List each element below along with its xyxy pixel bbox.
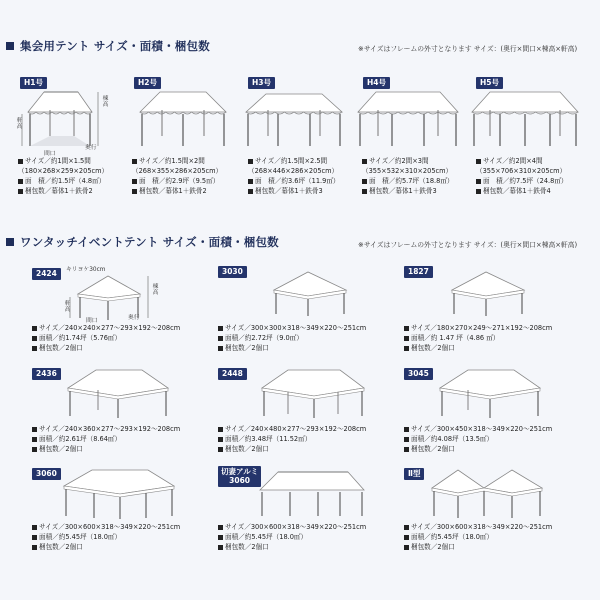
badge-3045: 3045 (404, 368, 433, 380)
section-title (6, 234, 279, 250)
tent-gable-3060-illustration (256, 464, 368, 522)
spec-h3: サイズ／約1.5間×2.5間 （268×446×286×205cm） 面 積／約3.6坪（11.9㎡） 梱包数／幕体1＋鉄骨3 (248, 157, 340, 195)
tent-h2-illustration (130, 86, 230, 152)
label-height: 棟高 (101, 95, 107, 107)
label-height-2: 棟高 (151, 283, 157, 295)
badge-2436: 2436 (32, 368, 61, 380)
tent-1827-illustration (448, 268, 528, 318)
title-square-icon (6, 42, 14, 50)
label-width: 間口 (44, 151, 56, 157)
label-eave-2: 軒高 (63, 300, 69, 312)
badge-h2: H2号 (134, 77, 161, 89)
title-square-icon (6, 238, 14, 246)
spec-h4: サイズ／約2間×3間 （355×532×310×205cm） 面 積／約5.7坪（18.8㎡） 梱包数／幕体1＋鉄骨3 (362, 157, 454, 195)
spec-type-ii: サイズ／300×600×318〜349×220〜251cm 面積／約5.45坪（18.0㎡） 梱包数／2個口 (404, 522, 552, 552)
section-note: ※サイズはフレームの外寸となります サイズ：(奥行×間口×棟高×軒高) (358, 241, 578, 249)
tent-h5-illustration (470, 88, 580, 152)
label-eave: 軒高 (15, 117, 21, 129)
spec-2424: サイズ／240×240×277〜293×192〜208cm 面積／約1.74坪（5.76㎡） 梱包数／2個口 (32, 323, 180, 353)
spec-3060: サイズ／300×600×318〜349×220〜251cm 面積／約5.45坪（18.0㎡） 梱包数／2個口 (32, 522, 180, 552)
badge-h1: H1号 (20, 77, 47, 89)
tent-h3-illustration (240, 88, 346, 152)
tent-2424-illustration (64, 272, 154, 322)
tent-3045-illustration (434, 366, 544, 422)
spec-h5: サイズ／約2間×4間 （355×706×310×205cm） 面 積／約7.5坪（24.8㎡） 梱包数／幕体1＋鉄骨4 (476, 157, 568, 195)
badge-1827: 1827 (404, 266, 433, 278)
badge-2448: 2448 (218, 368, 247, 380)
badge-type-ii: Ⅱ型 (404, 468, 424, 480)
spec-h1: サイズ／約1間×1.5間 （180×268×259×205cm） 面 積／約1.5坪（4.8㎡） 梱包数／幕体1＋鉄骨2 (18, 157, 109, 195)
label-width-2: 間口 (86, 318, 98, 324)
badge-h4: H4号 (363, 77, 390, 89)
section-title (6, 38, 210, 54)
tent-h4-illustration (354, 88, 460, 152)
spec-1827: サイズ／180×270×249〜271×192〜208cm 面積／約 1.47 坪（4.86 ㎡） 梱包数／2個口 (404, 323, 552, 353)
label-depth: 奥行 (85, 145, 97, 151)
spec-gable-3060: サイズ／300×600×318〜349×220〜251cm 面積／約5.45坪（18.0㎡） 梱包数／2個口 (218, 522, 366, 552)
section-title-text: 集会用テント サイズ・面積・梱包数 (20, 39, 210, 53)
badge-2424: 2424 (32, 268, 61, 280)
badge-h5: H5号 (476, 77, 503, 89)
spec-3045: サイズ／300×450×318〜349×220〜251cm 面積／約4.08坪（13.5㎡） 梱包数／2個口 (404, 424, 552, 454)
tent-3060-illustration (60, 466, 178, 522)
spec-2448: サイズ／240×480×277〜293×192〜208cm 面積／約3.48坪（11.52㎡） 梱包数／2個口 (218, 424, 366, 454)
badge-3060: 3060 (32, 468, 61, 480)
label-depth-2: 奥行 (128, 315, 140, 321)
spec-3030: サイズ／300×300×318〜349×220〜251cm 面積／約2.72坪（9.0㎡） 梱包数／2個口 (218, 323, 366, 353)
section-title-text: ワンタッチイベントテント サイズ・面積・梱包数 (20, 235, 279, 249)
badge-3030: 3030 (218, 266, 247, 278)
tent-type-ii-illustration (428, 466, 548, 522)
label-skirt: キリヨケ30cm (66, 267, 106, 273)
section-note: ※サイズはフレームの外寸となります サイズ：(奥行×間口×棟高×軒高) (358, 45, 578, 53)
spec-2436: サイズ／240×360×277〜293×192〜208cm 面積／約2.61坪（8.64㎡） 梱包数／2個口 (32, 424, 180, 454)
tent-2448-illustration (258, 366, 368, 422)
badge-gable-aluminum-3060: 切妻アルミ 3060 (218, 466, 261, 487)
tent-3030-illustration (270, 268, 350, 318)
tent-2436-illustration (62, 366, 172, 422)
badge-h3: H3号 (248, 77, 275, 89)
spec-h2: サイズ／約1.5間×2間 （268×355×286×205cm） 面 積／約2.9坪（9.5㎡） 梱包数／幕体1＋鉄骨2 (132, 157, 223, 195)
